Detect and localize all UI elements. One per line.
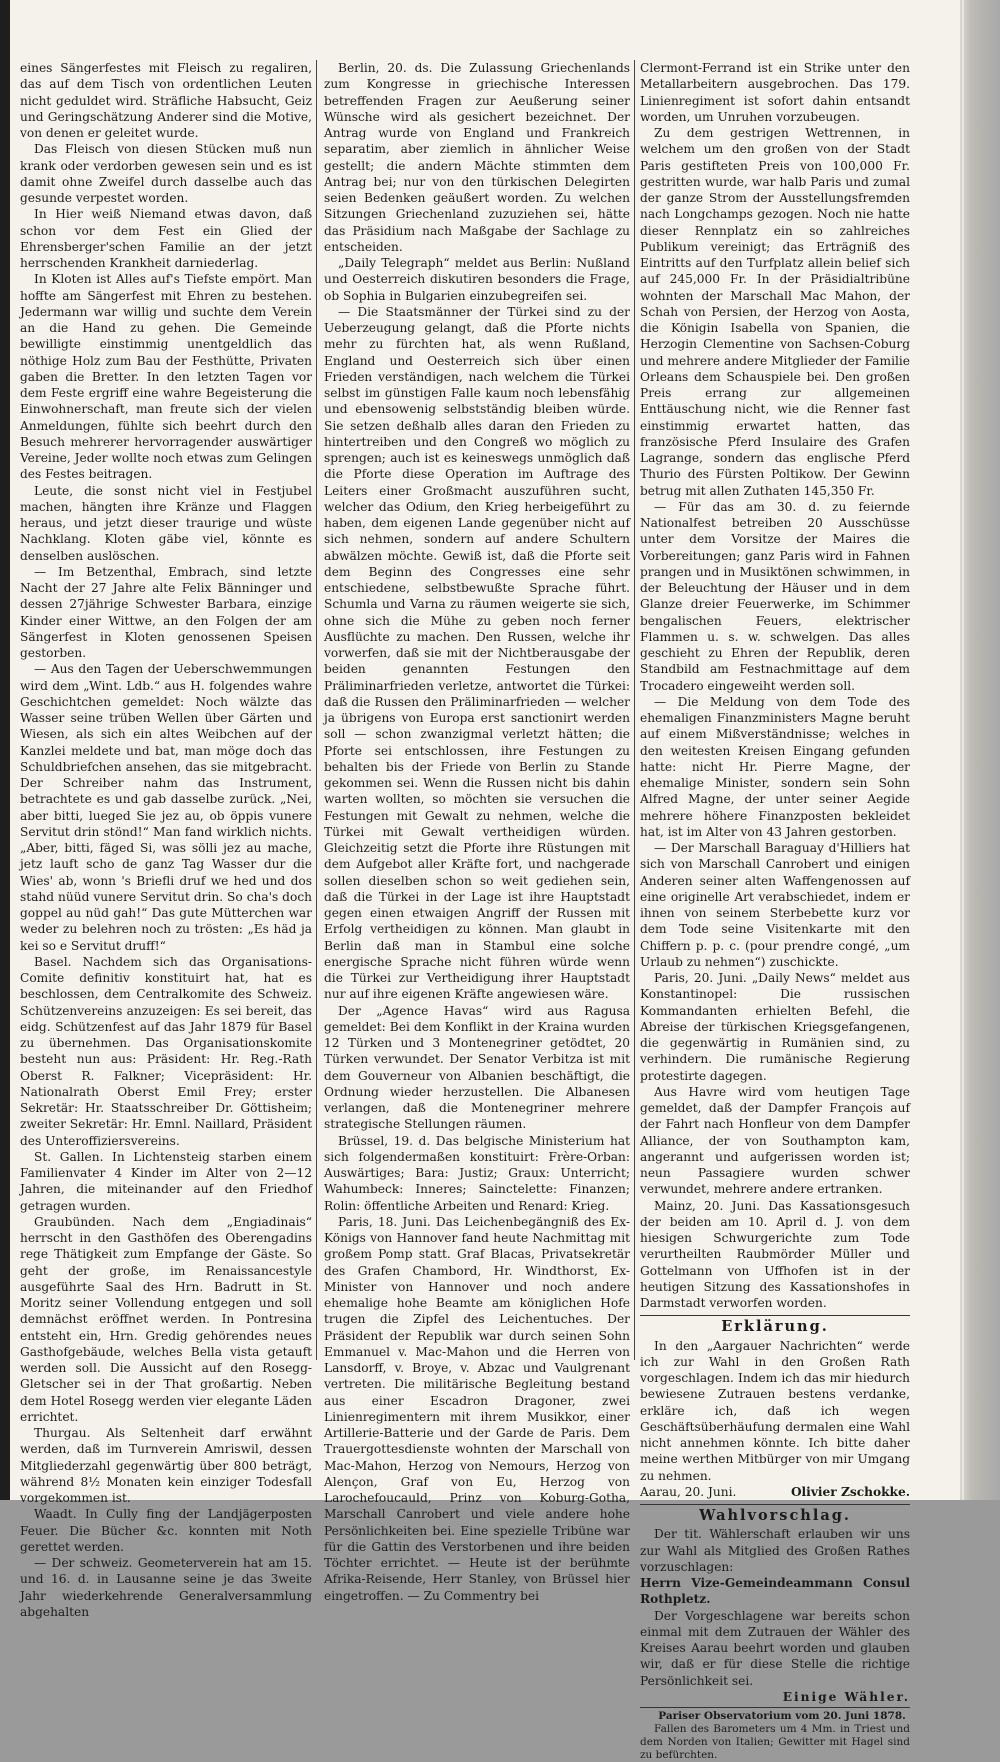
- article-paragraph: Graubünden. Nach dem „Engiadinais“ herrscht in den Gasthöfen des Oberengadins rege Thätigkeit zum Empfange der Gäste. So geht der große, im Renaissancestyle ausgeführte Saal des Hrn. Badrutt in St. Moritz seiner Vollendung entgegen und soll demnächst eröffnet werden. In Pontresina entsteht ein, Hrn. Gredig gehörendes neues Gasthofgebäude, welches Bella vista getauft werden soll. Die Aussicht auf den Rosegg-Gletscher sei in der That großartig. Neben dem Hotel Rosegg werden vier elegante Läden errichtet.: [20, 1214, 312, 1424]
- article-paragraph: St. Gallen. In Lichtensteig starben einem Familienvater 4 Kinder im Alter von 2—12 Jahren, die miteinander auf den Friedhof getragen wurden.: [20, 1149, 312, 1213]
- article-paragraph: Waadt. In Cully fing der Landjägerposten Feuer. Die Bücher &c. konnten mit Noth gerettet werden.: [20, 1507, 312, 1554]
- column-3: [640, 60, 910, 1762]
- article-paragraph: Zu dem gestrigen Wettrennen, in welchem um den großen von der Stadt Paris gestifteten Preis von 100,000 Fr. gestritten wurde, war halb Paris und zumal der ganze Strom der Ausstellungsfremden nach Longchamps gezogen. Noch nie hatte dieser Rennplatz ein so zahlreiches Publikum vereinigt; das Erträgniß des Eintritts auf den Turfplatz allein belief sich auf 245,000 Fr. In der Präsidialtribüne wohnten der Marschall Mac Mahon, der Schah von Persien, der Herzog von Aosta, die Königin Isabella von Spanien, die Herzogin Clementine von Sachsen-Coburg und mehrere andere Mitglieder der Familie Orleans dem Schauspiele bei. Den großen Preis errang zur allgemeinen Enttäuschung nicht, wie die Renner fast einstimmig erwartet hatten, das französische Pferd Insulaire des Grafen Lagrange, sondern das englische Pferd Thurio des Fürsten Poltikow. Der Gewinn betrug mit allen Zuthaten 145,350 Fr.: [640, 126, 910, 498]
- column-rule: [634, 60, 635, 1360]
- article-paragraph: — Die Staatsmänner der Türkei sind zu der Ueberzeugung gelangt, daß die Pforte nichts mehr zu fürchten hat, als wenn Rußland, England und Oesterreich sich über einen Frieden verständigen, nach welchem die Türkei selbst im günstigen Falle kaum noch lebensfähig und ebensowenig selbstständig bleiben würde. Sie setzen deßhalb alles daran den Frieden zu hintertreiben und den Congreß wo möglich zu sprengen; auch ist es keineswegs unmöglich daß die Pforte diese Operation im Auftrage des Leiters einer Großmacht auszuführen sucht, welcher das Odium, den Krieg herbeigeführt zu haben, dem eigenen Lande gegenüber nicht auf sich nehmen, sondern auf andere Schultern abwälzen möchte. Gewiß ist, daß die Pforte seit dem Beginn des Congresses eine sehr entschiedene, selbstbewußte Sprache führt. Schumla und Varna zu räumen weigerte sie sich, ohne sich die Mühe zu geben noch ferner Ausflüchte zu machen. Den Russen, welche ihr vorwerfen, daß sie mit der Nichtberausgabe der beiden genannten Festungen den Präliminarfrieden verletze, antwortet die Türkei: daß die Russen den Präliminarfrieden — welcher ja übrigens von Europa erst sanctionirt werden soll — schon zwanzigmal verletzt hätten; die Pforte sei entschlossen, ihre Festungen zu behalten bis der Friede von Berlin zu Stande gekommen sei. Wenn die Russen nicht bis dahin warten wollten, so möchten sie versuchen die Festungen mit Gewalt zu nehmen, welche die Türkei mit Gewalt vertheidigen würden. Gleichzeitig setzt die Pforte ihre Rüstungen mit dem Aufgebot aller Kräfte fort, und nachgerade sollen dieselben schon so weit gediehen sein, daß die Türkei in der Lage ist ihre Hauptstadt gegen einen etwaigen Angriff der Russen mit Erfolg vertheidigen zu können. Man glaubt in Berlin daß man in Stambul eine solche energische Sprache nicht führen würde wenn die Türkei zur Vertheidigung ihrer Hauptstadt nur auf ihre eigenen Kräfte angewiesen wäre.: [324, 304, 630, 1002]
- article-paragraph: — Im Betzenthal, Embrach, sind letzte Nacht der 27 Jahre alte Felix Bänninger und dessen 27jährige Schwester Barbara, einzige Kinder einer Wittwe, an den Folgen der am Sängerfest in Kloten genossenen Speisen gestorben.: [20, 564, 312, 660]
- page-edge: [960, 0, 1000, 1500]
- notice-heading: Wahlvorschlag.: [699, 1507, 851, 1524]
- notice-text: In den „Aargauer Nachrichten“ werde ich zur Wahl in den Großen Rath vorgeschlagen. Indem ich das mir hiedurch bewiesene Zutrauen bestens verdanke, erkläre ich, daß ich wegen Geschäftsüberhäufung dermalen eine Wahl nicht annehmen könnte. Ich bitte daher meine werthen Mitbürger von mir Umgang zu nehmen.: [640, 1338, 910, 1483]
- article-paragraph: Mainz, 20. Juni. Das Kassationsgesuch der beiden am 10. April d. J. von dem hiesigen Schwurgerichte zum Tode verurtheilten Raubmörder Müller und Gottelmann von Uffhofen ist in der heutigen Sitzung des Kassationshofes in Darmstadt verworfen worden.: [640, 1198, 910, 1310]
- weather-title: Pariser Observatorium vom 20. Juni 1878.: [658, 1710, 906, 1722]
- divider: [640, 1707, 910, 1708]
- weather-notice: [640, 1710, 910, 1762]
- article-paragraph: Brüssel, 19. d. Das belgische Ministerium hat sich folgendermaßen konstituirt: Frère-Orban: Auswärtiges; Bara: Justiz; Graux: Unterricht; Wahumbeck: Inneres; Sainctelette: Finanzen; Rolin: öffentliche Arbeiten und Renard: Krieg.: [324, 1133, 630, 1213]
- article-paragraph: In Kloten ist Alles auf's Tiefste empört. Man hoffte am Sängerfest mit Ehren zu bestehen. Jedermann war willig und suchte dem Verein an die Hand zu gehen. Die Gemeinde bewilligte einstimmig unentgeldlich das nöthige Holz zum Bau der Festhütte, Privaten gaben die Bretter. In den letzten Tagen vor dem Feste ergriff eine wahre Begeisterung die Einwohnerschaft, man freute sich der vielen Anmeldungen, fühlte sich beehrt durch den Besuch mehrerer hervorragender auswärtiger Vereine, Jeder wollte noch etwas zum Gelingen des Festes beitragen.: [20, 272, 312, 482]
- notice-intro: Der tit. Wählerschaft erlauben wir uns zur Wahl als Mitglied des Großen Rathes vorzuschlagen:: [640, 1527, 910, 1574]
- notice-place: [640, 1484, 910, 1500]
- notice-signature: Olivier Zschokke.: [790, 1484, 910, 1499]
- notice-election-proposal: [640, 1508, 910, 1705]
- notice-place-date: Aarau, 20. Juni.: [640, 1484, 737, 1499]
- notice-text: Der Vorgeschlagene war bereits schon einmal mit dem Zutrauen der Wähler des Kreises Aarau beehrt worden und glauben wir, daß er für diese Stelle die richtige Persönlichkeit sei.: [640, 1608, 910, 1688]
- article-paragraph: Paris, 18. Juni. Das Leichenbegängniß des Ex-Königs von Hannover fand heute Nachmittag mit großem Pomp statt. Graf Blacas, Privatsekretär des Grafen Chambord, Hr. Windthorst, Ex-Minister von Hannover und noch andere ehemalige hohe Beamte am königlichen Hofe trugen die Zipfel des Leichentuches. Der Präsident der Republik war durch seinen Sohn Emmanuel v. Mac-Mahon und die Herren von Lansdorff, v. Broye, v. Abzac und Vaulgrenant vertreten. Die militärische Begleitung bestand aus einer Escadron Dragoner, zwei Linienregimentern mit ihrem Musikkor, einer Artillerie-Batterie und der Garde de Paris. Dem Trauergottesdienste wohnten der Marschall von Mac-Mahon, Herzog von Nemours, Herzog von Alençon, Graf von Eu, Herzog von Larochefoucauld, Prinz von Koburg-Gotha, Marschall Canrobert und viele andere hohe Persönlichkeiten bei. Eine spezielle Tribüne war für die Gattin des Verstorbenen und ihre beiden Töchter errichtet. — Heute ist der berühmte Afrika-Reisende, Herr Stanley, von Brüssel hier eingetroffen. — Zu Commentry bei: [324, 1214, 630, 1603]
- notice-heading: Erklärung.: [721, 1318, 829, 1336]
- weather-text: Fallen des Barometers um 4 Mm. in Triest und dem Norden von Italien; Gewitter mit Hagel sind zu befürchten.: [640, 1723, 910, 1761]
- article-paragraph: Paris, 20. Juni. „Daily News“ meldet aus Konstantinopel: Die russischen Kommandanten erhielten Befehl, die Abreise der türkischen Kriegsgefangenen, die gegenwärtig in Rumänien sind, zu verhindern. Die rumänische Regierung protestirte dagegen.: [640, 971, 910, 1083]
- column-rule: [316, 60, 317, 1360]
- divider: [640, 1504, 910, 1505]
- column-2: [324, 60, 630, 1604]
- article-paragraph: — Der schweiz. Geometerverein hat am 15. und 16. d. in Lausanne seine je das 3weite Jahr wiederkehrende Generalversammlung abgehalten: [20, 1556, 312, 1619]
- article-paragraph: — Für das am 30. d. zu feiernde Nationalfest betreiben 20 Ausschüsse unter dem Vorsitze der Maires die Vorbereitungen; ganz Paris wird in Fahnen prangen und in Musiktönen schwimmen, in der Beleuchtung der Häuser und in dem Glanze dreier Feuerwerke, im Schimmer bengalischen Feuers, elektrischer Flammen u. s. w. schwelgen. Das alles geschieht zu Ehren der Republik, deren Standbild am Festnachmittage auf dem Trocadero eingeweiht werden soll.: [640, 499, 910, 693]
- notice-signature: Einige Wähler.: [782, 1689, 910, 1704]
- article-paragraph: — Die Meldung von dem Tode des ehemaligen Finanzministers Magne beruht auf einem Mißverständnisse; welches in den weitesten Kreisen Eingang gefunden hatte: nicht Hr. Pierre Magne, der ehemalige Minister, sondern sein Sohn Alfred Magne, der unter seiner Aegide mehrere höhere Finanzposten bekleidet hat, ist im Alter von 43 Jahren gestorben.: [640, 694, 910, 839]
- article-paragraph: — Aus den Tagen der Ueberschwemmungen wird dem „Wint. Ldb.“ aus H. folgendes wahre Geschichtchen gemeldet: Noch wälzte das Wasser seine trüben Wellen über Gärten und Wiesen, als sich ein altes Weibchen auf der Kanzlei meldete und bat, man möge doch das Schuldbriefchen ansehen, das sie mitgebracht. Der Schreiber nahm das Instrument, betrachtete es und gab dasselbe zurück. „Nei, aber bitti, lueged Sie jez au, ob öppis vunere Servitut drin stönd!“ Man fand wirklich nichts. „Aber, bitti, fäged Si, was sölli jez au mache, jetz lauft scho de ganz Tag Wasser dur die Wies' ab, wonn 's Briefli druf we hed und dos stahd nüüd vunere Servitut drin. So cha's doch goppel au nüd gah!“ Das gute Mütterchen war weder zu belehren noch zu trösten: „Es häd ja kei so e Servitut druff!“: [20, 662, 312, 953]
- column-1: [20, 60, 312, 1620]
- article-paragraph: Berlin, 20. ds. Die Zulassung Griechenlands zum Kongresse in griechische Interessen betreffenden Fragen zur Aeußerung seiner Wünsche wird als gesichert bezeichnet. Der Antrag wurde von England und Frankreich separatim, aber ziemlich in ähnlicher Weise gestellt; die andern Mächte stimmten dem Antrag bei; nur von den türkischen Delegirten seien Bedenken geäußert worden. Zu welchen Sitzungen Griechenland zuzuziehen sei, hätte das Präsidium nach Maßgabe der Sachlage zu entscheiden.: [324, 61, 630, 254]
- article-paragraph: „Daily Telegraph“ meldet aus Berlin: Nußland und Oesterreich diskutiren besonders die Frage, ob Sophia in Bulgarien einzubegreifen sei.: [324, 256, 630, 303]
- scan-left-edge: [0, 0, 10, 1500]
- article-paragraph: Clermont-Ferrand ist ein Strike unter den Metallarbeitern ausgebrochen. Das 179. Linienregiment ist sofort dahin entsandt worden, um Unruhen vorzubeugen.: [640, 61, 910, 124]
- article-paragraph: Aus Havre wird vom heutigen Tage gemeldet, daß der Dampfer François auf der Fahrt nach Honfleur von dem Dampfer Alliance, der von Southampton kam, angerannt und aufgerissen worden ist; neun Passagiere wurden schwer verwundet, mehrere andere ertranken.: [640, 1084, 910, 1197]
- article-paragraph: Leute, die sonst nicht viel in Festjubel machen, hängten ihre Kränze und Flaggen heraus, und jetzt dieser traurige und wüste Nachklang. Kloten gäbe viel, könnte es denselben auslöschen.: [20, 483, 312, 563]
- notice-declaration: [640, 1319, 910, 1500]
- article-paragraph: Thurgau. Als Seltenheit darf erwähnt werden, daß im Turnverein Amriswil, dessen Mitgliederzahl gegenwärtig über 800 beträgt, während 8½ Monaten kein einziger Todesfall vorgekommen ist.: [20, 1426, 312, 1505]
- article-paragraph: In Hier weiß Niemand etwas davon, daß schon vor dem Fest ein Glied der Ehrensberger'schen Familie an der jetzt herrschenden Krankheit darniederlag.: [20, 207, 312, 270]
- article-paragraph: Das Fleisch von diesen Stücken muß nun krank oder verdorben gewesen sein und es ist damit ohne Zweifel durch dasselbe auch das gesunde verpestet worden.: [20, 142, 312, 205]
- article-paragraph: Der „Agence Havas“ wird aus Ragusa gemeldet: Bei dem Konflikt in der Kraina wurden 12 Türken und 3 Montenegriner getödtet, 20 Türken verwundet. Der Senator Verbitza ist mit dem Gouverneur von Albanien beschäftigt, die Ordnung wieder herzustellen. Die Albanesen verlangen, daß die Montenegriner mehrere strategische Stellungen räumen.: [324, 1003, 630, 1132]
- notice-candidate: Herrn Vize-Gemeindeammann Consul Rothpletz.: [640, 1576, 910, 1607]
- article-paragraph: — Der Marschall Baraguay d'Hilliers hat sich von Marschall Canrobert und einigen Anderen seiner alten Waffengenossen auf eine originelle Art verabschiedet, indem er ihnen von seinem Sterbebette kurz vor dem Tode seine Visitenkarte mit den Chiffern p. p. c. (pour prendre congé, „um Urlaub zu nehmen“) zuschickte.: [640, 841, 910, 969]
- divider: [640, 1315, 910, 1316]
- article-paragraph: Basel. Nachdem sich das Organisations-Comite definitiv konstituirt hat, hat es beschlossen, dem Centralkomite des Schweiz. Schützenvereins anzuzeigen: Es sei bereit, das eidg. Schützenfest auf das Jahr 1879 für Basel zu übernehmen. Das Organisationskomite besteht nun aus: Präsident: Hr. Reg.-Rath Oberst R. Falkner; Vicepräsident: Hr. Nationalrath Oberst Emil Frey; erster Sekretär: Hr. Staatsschreiber Dr. Göttisheim; zweiter Sekretär: Hr. Emnl. Naillard, Präsident des Unteroffiziersvereins.: [20, 954, 313, 1148]
- article-paragraph: eines Sängerfestes mit Fleisch zu regaliren, das auf dem Tisch von ordentlichen Leuten nicht geduldet wird. Sträfliche Habsucht, Geiz und Geringschätzung Anderer sind die Motive, von denen er geleitet wurde.: [20, 61, 312, 140]
